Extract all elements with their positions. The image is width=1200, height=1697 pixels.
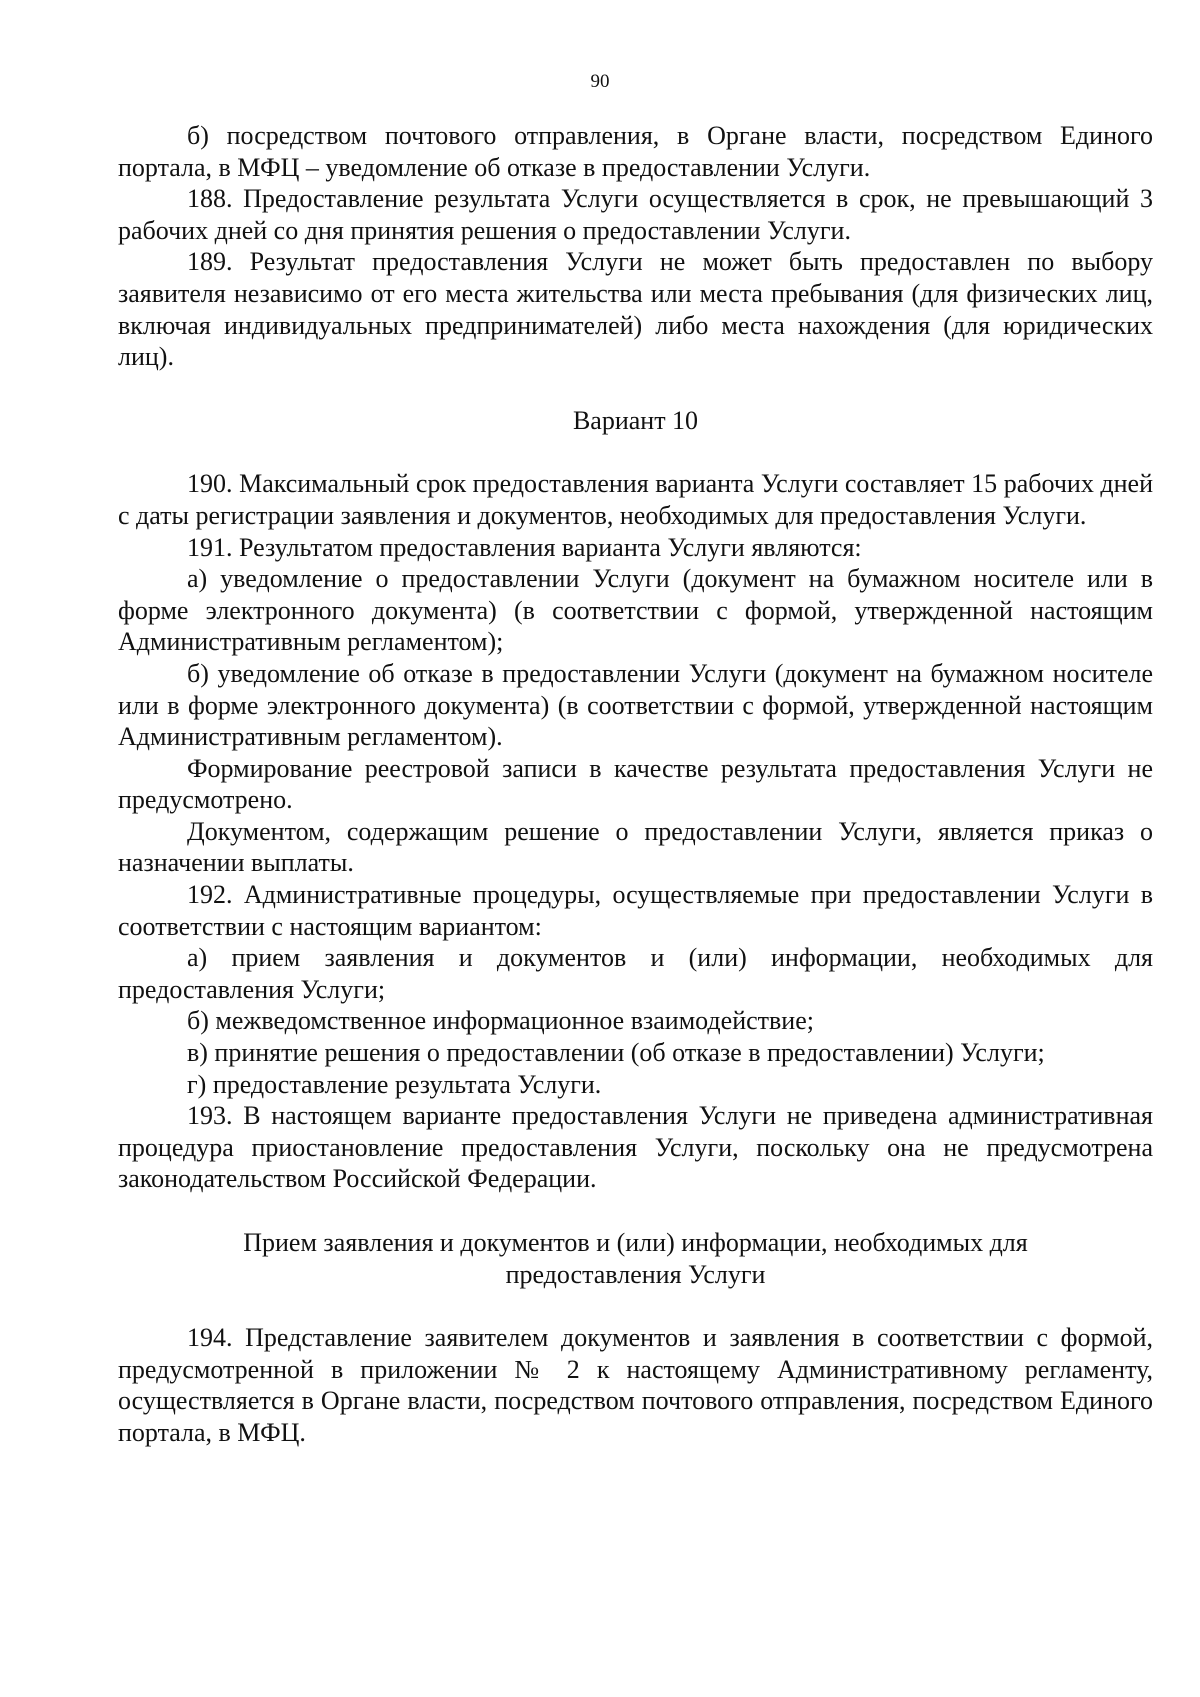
document-body [118,120,1153,1449]
page-number: 90 [590,71,610,92]
paragraph-registry-record: Формирование реестровой записи в качестве результата предоставления Услуги не предусмотрено. [118,753,1153,815]
paragraph-191-b: б) уведомление об отказе в предоставлении Услуги (документ на бумажном носителе или в форме электронного документа) (в соответствии с формой, утвержденной настоящим Административным регламентом). [118,658,1153,752]
paragraph-191: 191. Результатом предоставления варианта Услуги являются: [187,532,862,562]
paragraph-192: 192. Административные процедуры, осуществляемые при предоставлении Услуги в соответствии с настоящим вариантом: [118,880,1153,941]
paragraph-decision-document: Документом, содержащим решение о предоставлении Услуги, является приказ о назначении выплаты. [118,816,1153,878]
paragraph-192-d: г) предоставление результата Услуги. [187,1069,602,1099]
paragraph-192-c: в) принятие решения о предоставлении (об отказе в предоставлении) Услуги; [187,1038,1045,1068]
paragraph-192-b: б) межведомственное информационное взаимодействие; [187,1006,814,1036]
paragraph-188: 188. Предоставление результата Услуги осуществляется в срок, не превышающий 3 рабочих дней со дня принятия решения о предоставлении Услуги. [118,184,1153,245]
paragraph-189: 189. Результат предоставления Услуги не может быть предоставлен по выбору заявителя независимо от его места жительства или места пребывания (для физических лиц, включая индивидуальных предпринимателей) либо места нахождения (для юридических лиц). [118,247,1153,372]
paragraph-191-a: а) уведомление о предоставлении Услуги (документ на бумажном носителе или в форме электронного документа) (в соответствии с формой, утвержденной настоящим Административным регламентом); [118,564,1153,657]
section-heading: Прием заявления и документов и (или) информации, необходимых для предоставления Услуги [243,1228,1028,1289]
paragraph-notice-refusal: б) посредством почтового отправления, в Органе власти, посредством Единого портала, в МФЦ – уведомление об отказе в предоставлении Услуги. [118,121,1153,182]
paragraph-190: 190. Максимальный срок предоставления варианта Услуги составляет 15 рабочих дней с даты регистрации заявления и документов, необходимых для предоставления Услуги. [118,469,1153,530]
variant-heading: Вариант 10 [572,405,699,435]
paragraph-192-a: а) прием заявления и документов и (или) информации, необходимых для предоставления Услуги; [118,943,1153,1004]
paragraph-193: 193. В настоящем варианте предоставления Услуги не приведена административная процедура приостановление предоставления Услуги, поскольку она не предусмотрена законодательством Российской Федерации. [118,1101,1153,1194]
paragraph-194: 194. Представление заявителем документов и заявления в соответствии с формой, предусмотренной в приложении № 2 к настоящему Административному регламенту, осуществляется в Органе власти, посредством почтового отправления, посредством Единого портала, в МФЦ. [118,1323,1153,1447]
